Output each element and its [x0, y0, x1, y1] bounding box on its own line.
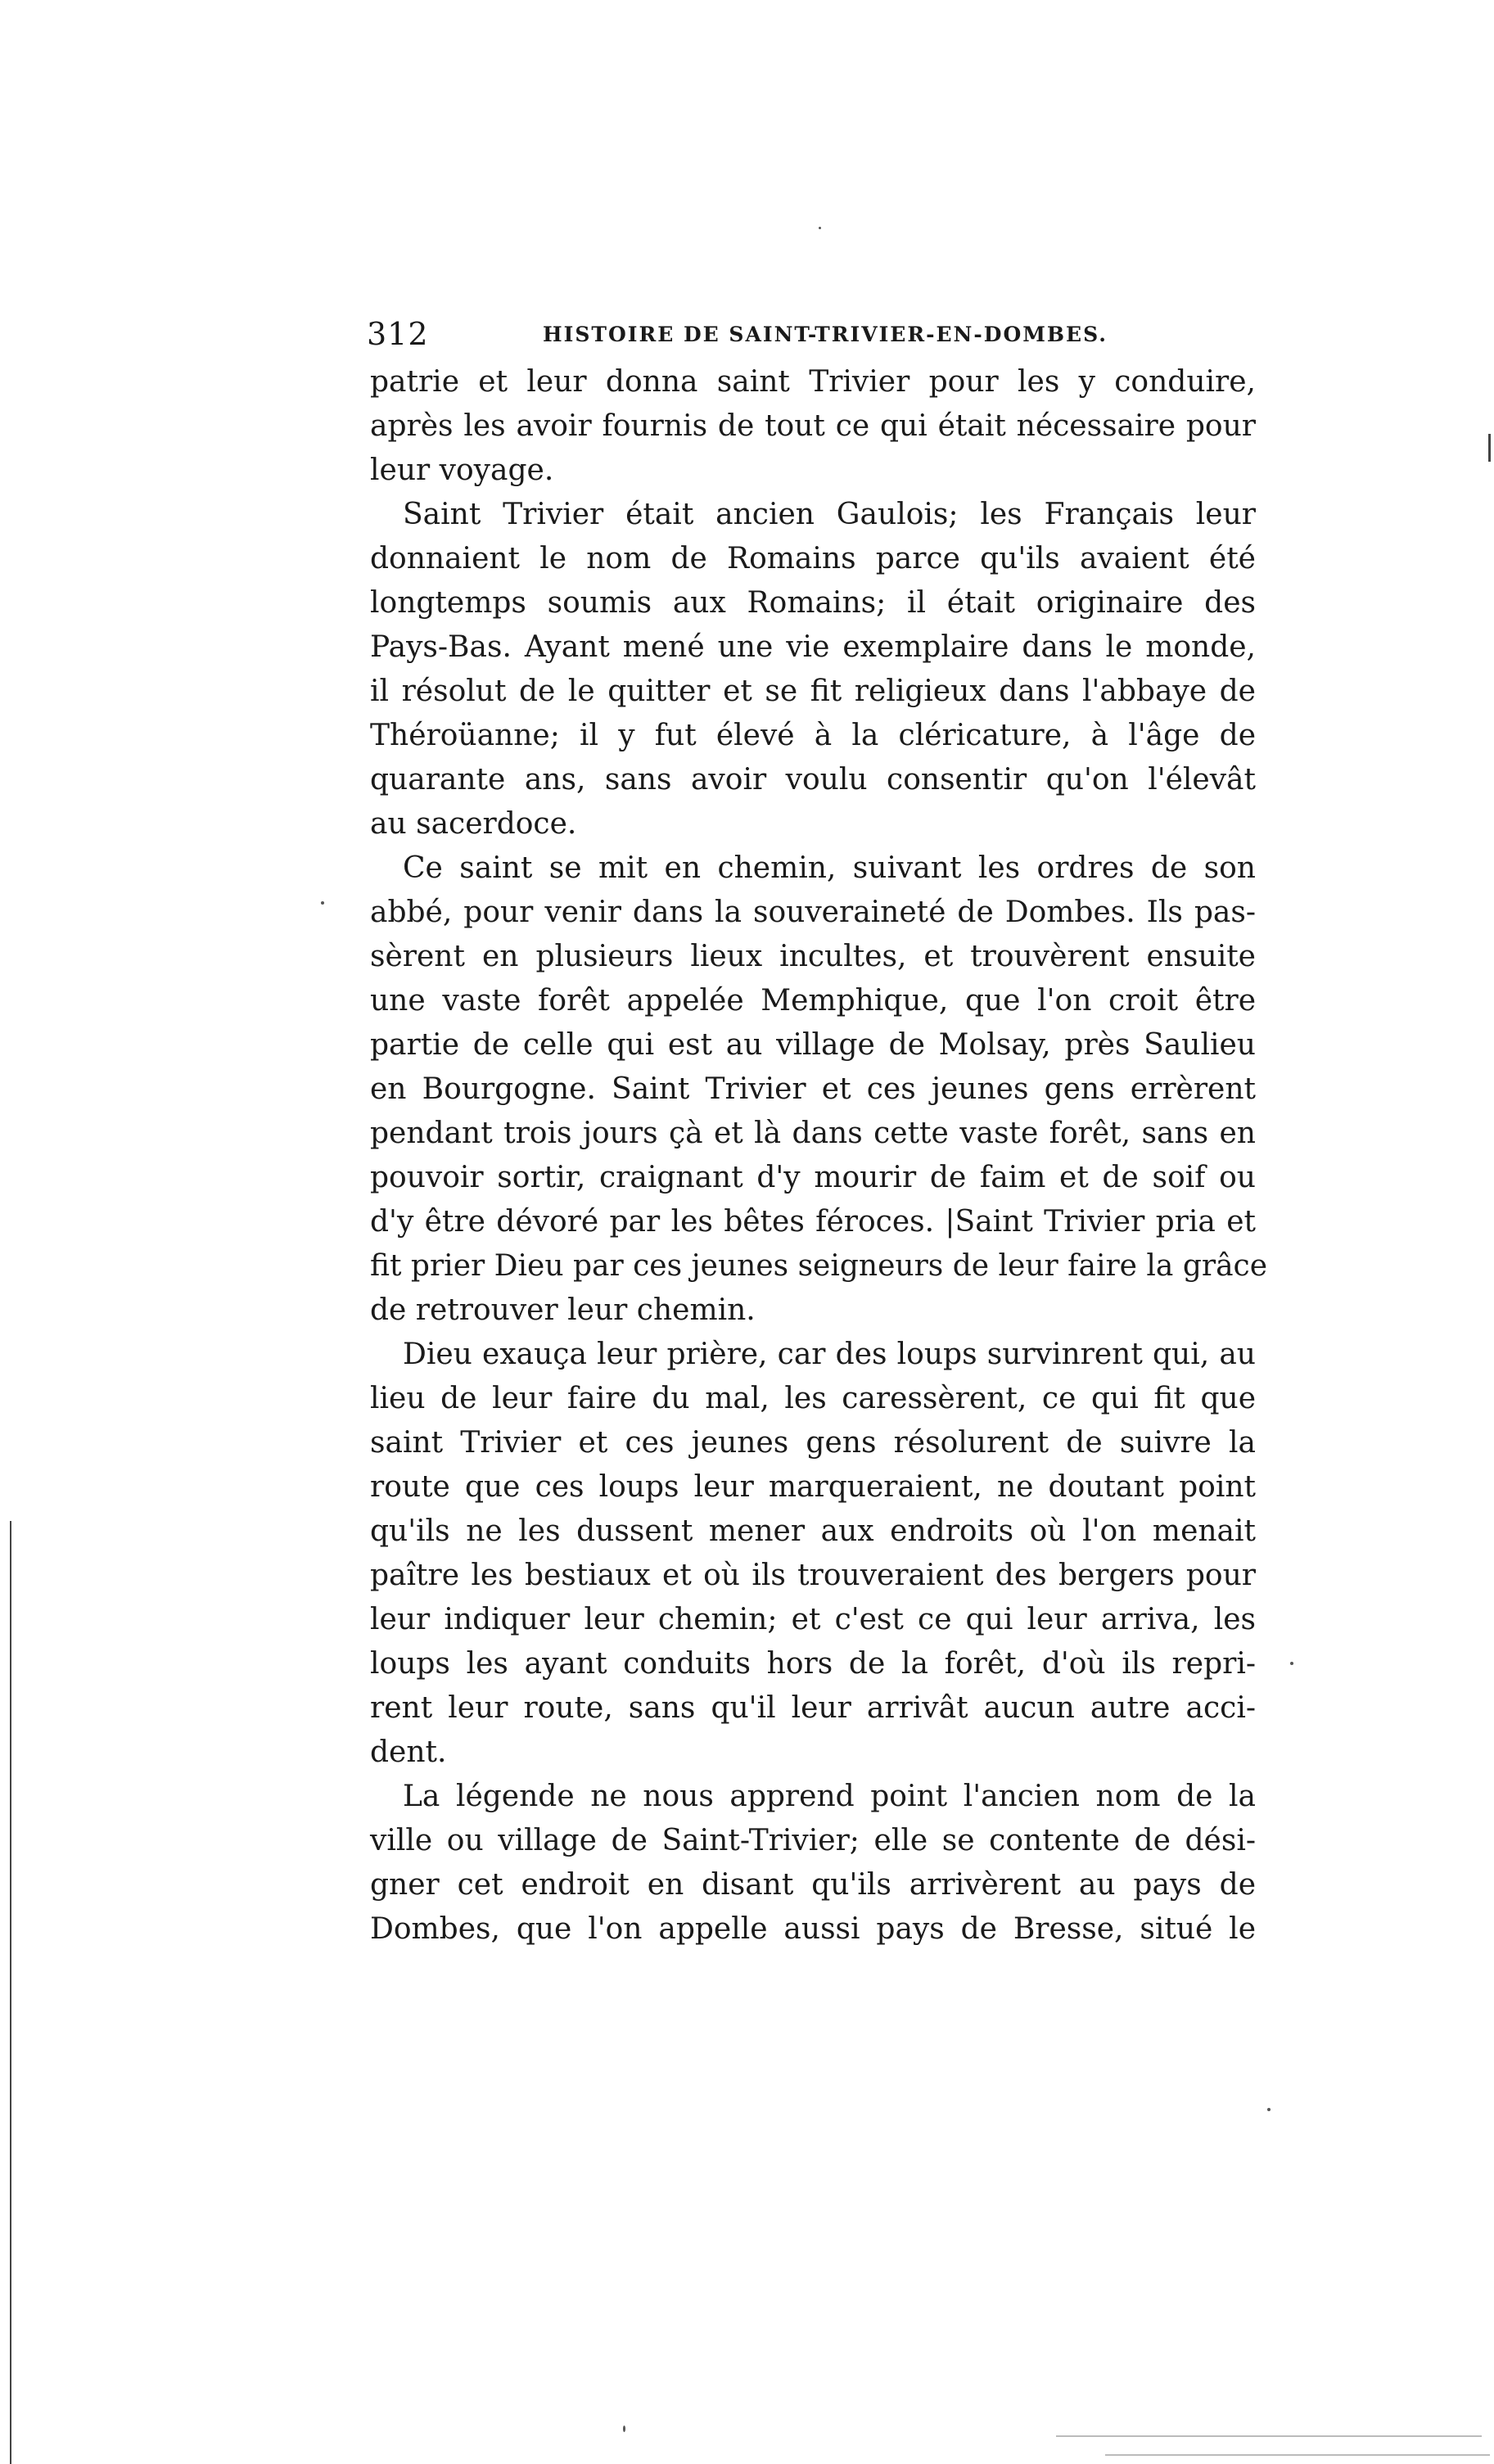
- text-line: dent.: [370, 1735, 447, 1769]
- text-line: rent leur route, sans qu'il leur arrivât aucun autre acci-: [370, 1691, 1256, 1725]
- text-line: Saint Trivier était ancien Gaulois; les Français leur: [403, 498, 1256, 531]
- scan-speck: [1267, 2108, 1271, 2111]
- text-line: il résolut de le quitter et se fit religieux dans l'abbaye de: [370, 675, 1256, 708]
- text-line: Théroüanne; il y fut élevé à la cléricature, à l'âge de: [370, 719, 1256, 752]
- text-line: ville ou village de Saint-Trivier; elle se contente de dési-: [370, 1824, 1256, 1857]
- page-number: 312: [367, 316, 429, 352]
- text-line: leur indiquer leur chemin; et c'est ce qui leur arriva, les: [370, 1603, 1256, 1636]
- text-line: au sacerdoce.: [370, 807, 577, 841]
- body-text: [370, 360, 1268, 1952]
- text-line: donnaient le nom de Romains parce qu'ils avaient été: [370, 542, 1256, 575]
- text-line: Dieu exauça leur prière, car des loups survinrent qui, au: [403, 1338, 1256, 1371]
- text-line: quarante ans, sans avoir voulu consentir qu'on l'élevât: [370, 763, 1256, 797]
- text-line: leur voyage.: [370, 454, 554, 487]
- text-line: lieu de leur faire du mal, les caressèrent, ce qui fit que: [370, 1382, 1256, 1415]
- text-line: gner cet endroit en disant qu'ils arrivèrent au pays de: [370, 1868, 1256, 1902]
- text-line: pendant trois jours çà et là dans cette vaste forêt, sans en: [370, 1117, 1256, 1150]
- scan-edge-line: [1105, 2454, 1490, 2456]
- text-line: Ce saint se mit en chemin, suivant les ordres de son: [403, 851, 1256, 885]
- text-line: abbé, pour venir dans la souveraineté de Dombes. Ils pas-: [370, 896, 1256, 929]
- scan-speck: [1290, 1662, 1293, 1665]
- scan-speck: [321, 901, 324, 905]
- text-line: une vaste forêt appelée Memphique, que l'on croit être: [370, 984, 1256, 1018]
- text-line: de retrouver leur chemin.: [370, 1293, 756, 1327]
- text-line: loups les ayant conduits hors de la forêt, d'où ils repri-: [370, 1647, 1256, 1681]
- text-line: d'y être dévoré par les bêtes féroces. |Saint Trivier pria et: [370, 1205, 1256, 1239]
- running-title: HISTOIRE DE SAINT-TRIVIER-EN-DOMBES.: [543, 323, 1108, 346]
- text-line: en Bourgogne. Saint Trivier et ces jeunes gens errèrent: [370, 1072, 1256, 1106]
- text-line: route que ces loups leur marqueraient, ne doutant point: [370, 1470, 1256, 1504]
- text-line: paître les bestiaux et où ils trouveraient des bergers pour: [370, 1559, 1256, 1592]
- text-line: partie de celle qui est au village de Molsay, près Saulieu: [370, 1028, 1256, 1062]
- scan-speck: [819, 227, 821, 229]
- scan-edge-line: [1488, 434, 1491, 462]
- text-line: pouvoir sortir, craignant d'y mourir de faim et de soif ou: [370, 1161, 1256, 1194]
- page-header: [367, 316, 1267, 355]
- text-line: fit prier Dieu par ces jeunes seigneurs de leur faire la grâce: [370, 1249, 1268, 1283]
- text-line: Pays-Bas. Ayant mené une vie exemplaire dans le monde,: [370, 630, 1256, 664]
- text-line: La légende ne nous apprend point l'ancien nom de la: [403, 1780, 1256, 1813]
- scan-edge-line: [10, 1521, 11, 2464]
- text-line: patrie et leur donna saint Trivier pour les y conduire,: [370, 365, 1256, 399]
- text-line: saint Trivier et ces jeunes gens résolurent de suivre la: [370, 1426, 1256, 1460]
- text-line: qu'ils ne les dussent mener aux endroits où l'on menait: [370, 1514, 1256, 1548]
- text-line: après les avoir fournis de tout ce qui était nécessaire pour: [370, 409, 1256, 443]
- scan-speck: [623, 2426, 625, 2432]
- text-line: Dombes, que l'on appelle aussi pays de Bresse, situé le: [370, 1912, 1256, 1946]
- text-line: longtemps soumis aux Romains; il était originaire des: [370, 586, 1256, 620]
- scan-edge-line: [1056, 2435, 1482, 2437]
- text-line: sèrent en plusieurs lieux incultes, et trouvèrent ensuite: [370, 940, 1256, 973]
